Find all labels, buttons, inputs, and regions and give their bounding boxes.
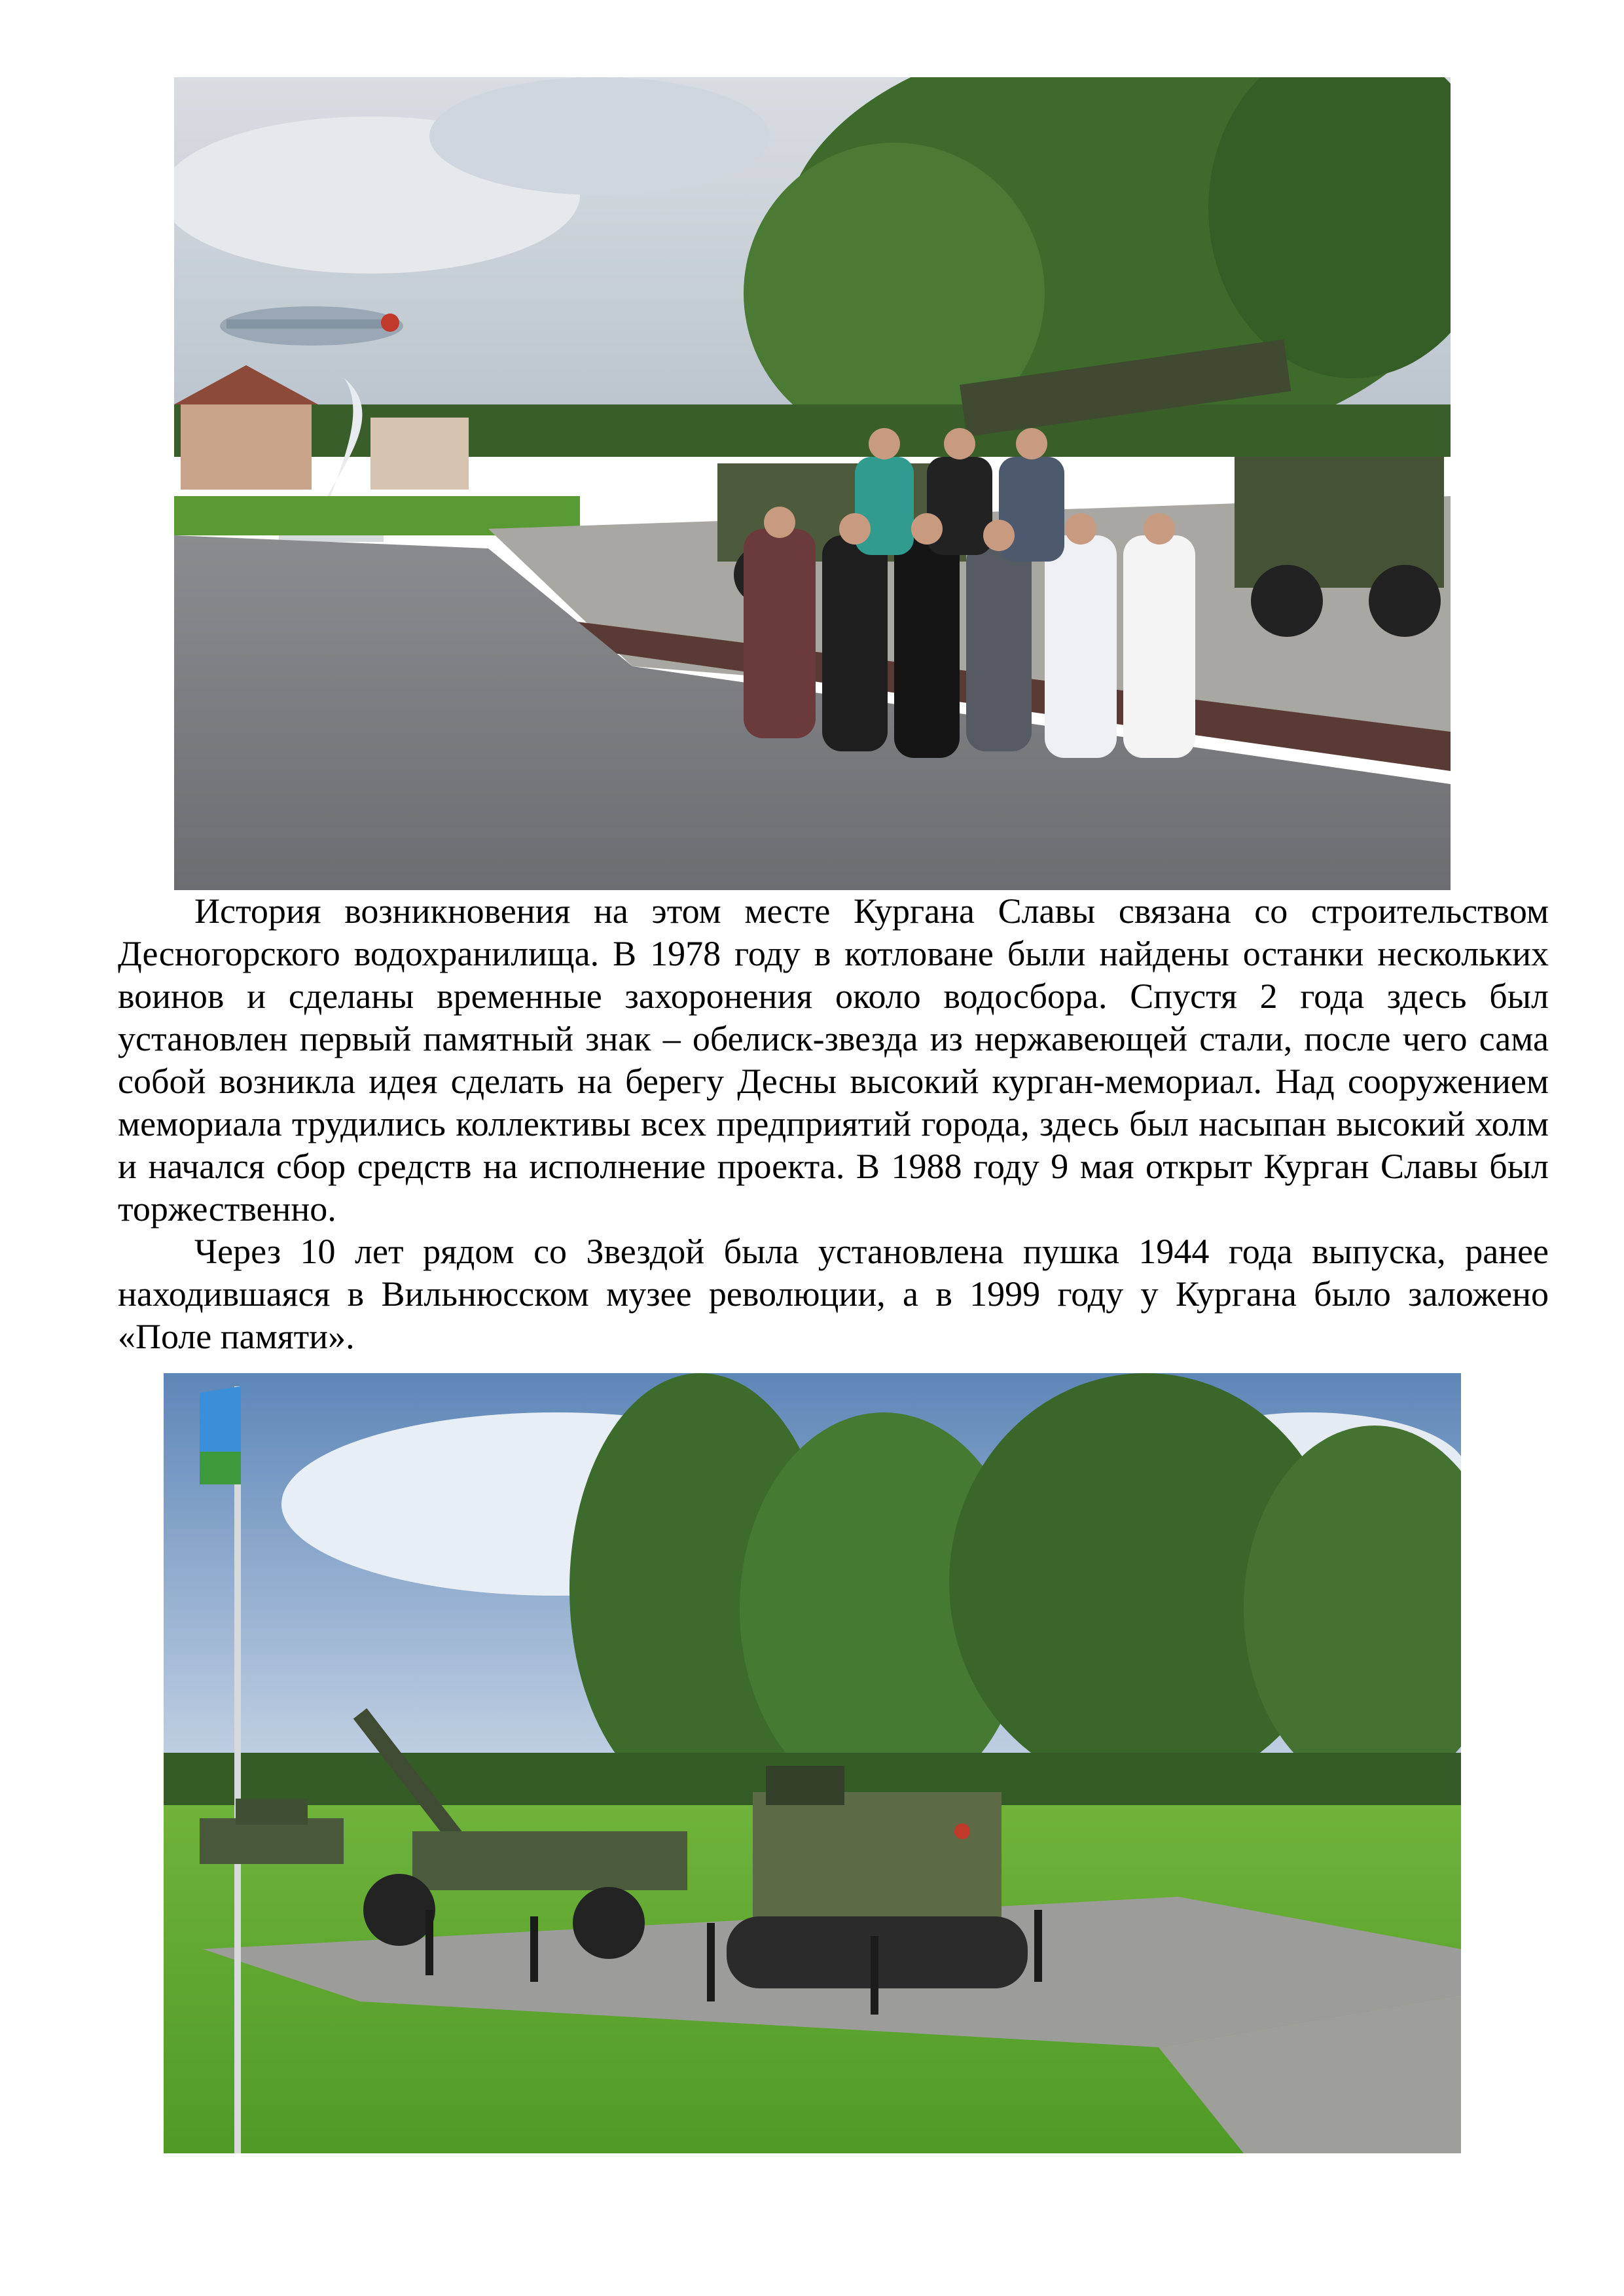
photo-cannon-and-tractor-image: [164, 1373, 1461, 2153]
paragraph-history: История возникновения на этом месте Кургана Славы связана со строительством Десногорского водохранилища. В 1978 году в котловане были найдены останки нескольких воинов и сделаны временные захоронения около водосбора. Спустя 2 года здесь был установлен первый памятный знак – обелиск-звезда из нержавеющей стали, после чего сама собой возникла идея сделать на берегу Десны высокий курган-мемориал. Над сооружением мемориала трудились коллективы всех предприятий города, здесь был насыпан высокий холм и начался сбор средств на исполнение проекта. В 1988 году 9 мая открыт Курган Славы был торжественно.: [118, 891, 1549, 1229]
photo-group-at-memorial-image: [174, 77, 1451, 890]
article-text: [118, 890, 1549, 1358]
paragraph-cannon: Через 10 лет рядом со Звездой была установлена пушка 1944 года выпуска, ранее находившаяся в Вильнюсском музее революции, а в 1999 году у Кургана было заложено «Поле памяти».: [118, 1232, 1549, 1356]
photo-cannon-and-tractor: [164, 1373, 1461, 2153]
photo-group-at-memorial: [174, 77, 1451, 890]
